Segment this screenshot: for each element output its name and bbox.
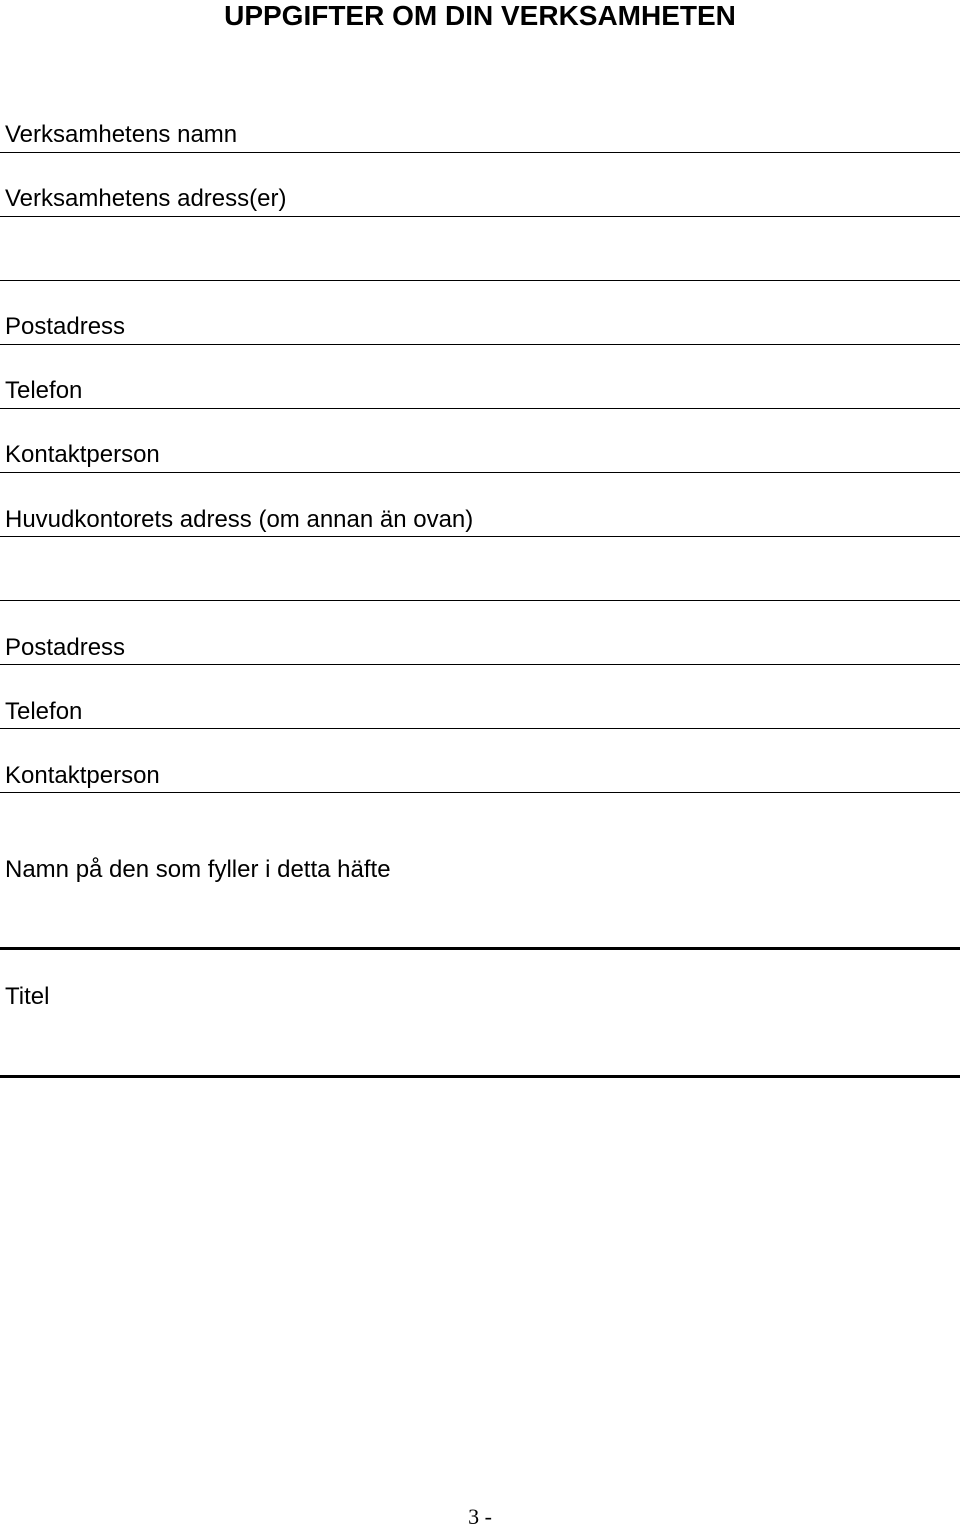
contact-person-line[interactable] <box>0 472 960 473</box>
business-address-label: Verksamhetens adress(er) <box>5 185 287 212</box>
job-title-label: Titel <box>5 983 50 1010</box>
head-office-postal-address-line[interactable] <box>0 664 960 665</box>
filled-by-name-line[interactable] <box>0 947 960 950</box>
head-office-postal-address-label: Postadress <box>5 634 126 661</box>
head-office-contact-person-line[interactable] <box>0 792 960 793</box>
head-office-phone-label: Telefon <box>5 698 83 725</box>
postal-address-label: Postadress <box>5 313 126 340</box>
page-number: 3 - <box>468 1504 492 1529</box>
head-office-contact-person-label: Kontaktperson <box>5 762 160 789</box>
business-name-line[interactable] <box>0 152 960 153</box>
phone-label: Telefon <box>5 377 83 404</box>
business-address-line[interactable] <box>0 216 960 217</box>
business-address-extra-line[interactable] <box>0 280 960 281</box>
head-office-phone-line[interactable] <box>0 728 960 729</box>
head-office-address-extra-line[interactable] <box>0 600 960 601</box>
phone-line[interactable] <box>0 408 960 409</box>
business-name-label: Verksamhetens namn <box>5 121 238 148</box>
head-office-address-label: Huvudkontorets adress (om annan än ovan) <box>5 506 474 533</box>
filled-by-name-label: Namn på den som fyller i detta häfte <box>5 856 391 883</box>
job-title-line[interactable] <box>0 1075 960 1078</box>
contact-person-label: Kontaktperson <box>5 441 160 468</box>
page-title: UPPGIFTER OM DIN VERKSAMHETEN <box>224 0 736 31</box>
head-office-address-line[interactable] <box>0 536 960 537</box>
postal-address-line[interactable] <box>0 344 960 345</box>
